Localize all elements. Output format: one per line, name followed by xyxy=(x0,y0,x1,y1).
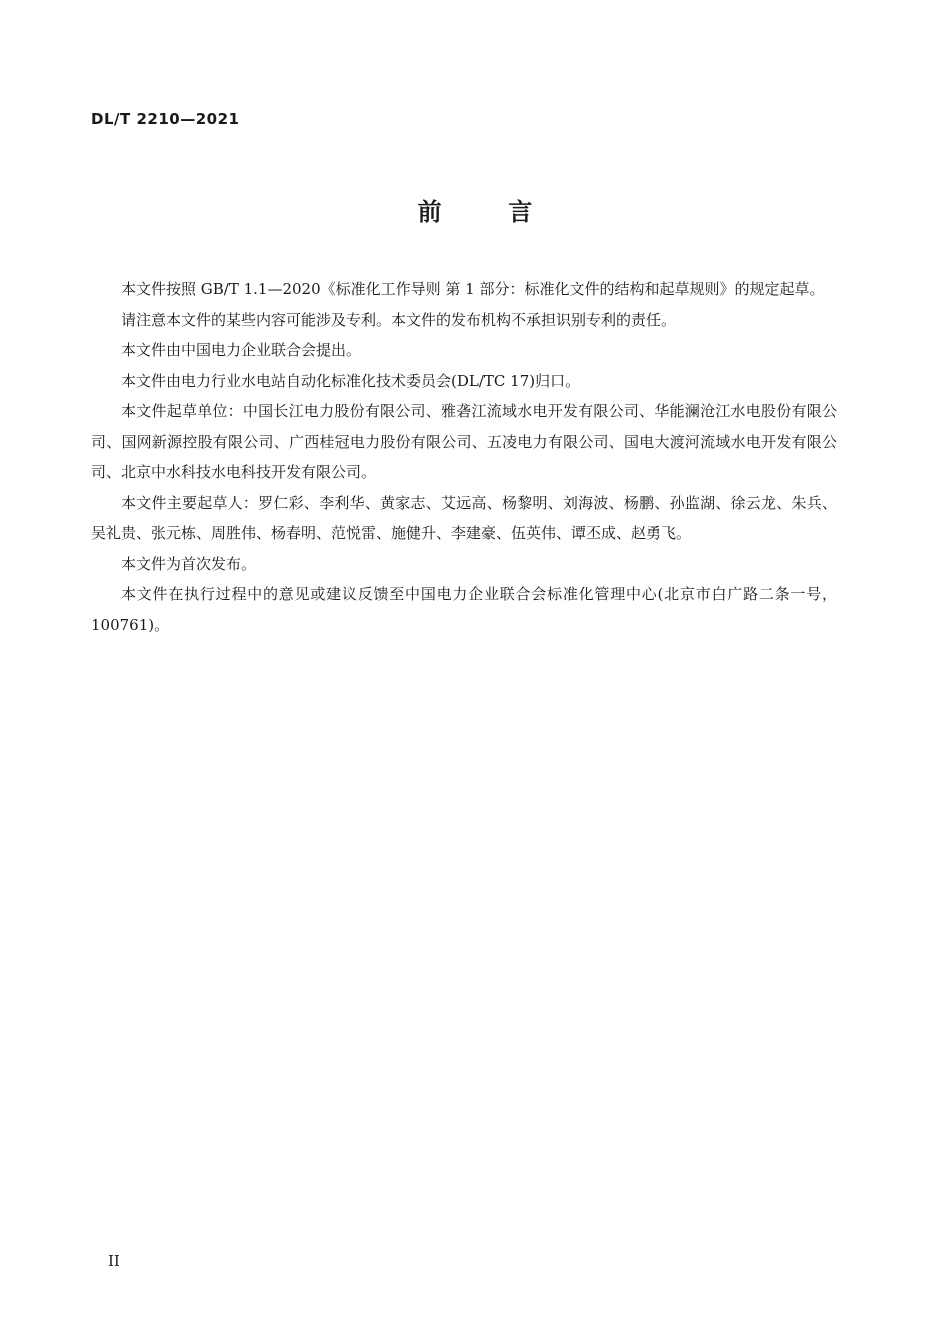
page-number: II xyxy=(108,1252,120,1270)
paragraph: 本文件为首次发布。 xyxy=(121,554,257,573)
document-id: DL/T 2210—2021 xyxy=(91,110,240,128)
foreword-body xyxy=(91,274,837,640)
page-title: 前 言 xyxy=(417,198,533,226)
paragraph: 本文件在执行过程中的意见或建议反馈至中国电力企业联合会标准化管理中心(北京市白广路二条一号，100761)。 xyxy=(91,585,837,634)
paragraph: 请注意本文件的某些内容可能涉及专利。本文件的发布机构不承担识别专利的责任。 xyxy=(121,310,677,329)
paragraph: 本文件主要起草人：罗仁彩、李利华、黄家志、艾远高、杨黎明、刘海波、杨鹏、孙监湖、徐云龙、朱兵、吴礼贵、张元栋、周胜伟、杨春明、范悦雷、施健升、李建豪、伍英伟、谭丕成、赵勇飞。 xyxy=(91,493,837,542)
paragraph: 本文件起草单位：中国长江电力股份有限公司、雅砻江流域水电开发有限公司、华能澜沧江水电股份有限公司、国网新源控股有限公司、广西桂冠电力股份有限公司、五凌电力有限公司、国电大渡河流域水电开发有限公司、北京中水科技水电科技开发有限公司。 xyxy=(91,402,837,481)
paragraph: 本文件由电力行业水电站自动化标准化技术委员会(DL/TC 17)归口。 xyxy=(121,371,581,390)
paragraph: 本文件按照 GB/T 1.1—2020《标准化工作导则 第 1 部分：标准化文件的结构和起草规则》的规定起草。 xyxy=(121,280,825,298)
paragraph: 本文件由中国电力企业联合会提出。 xyxy=(121,341,362,359)
